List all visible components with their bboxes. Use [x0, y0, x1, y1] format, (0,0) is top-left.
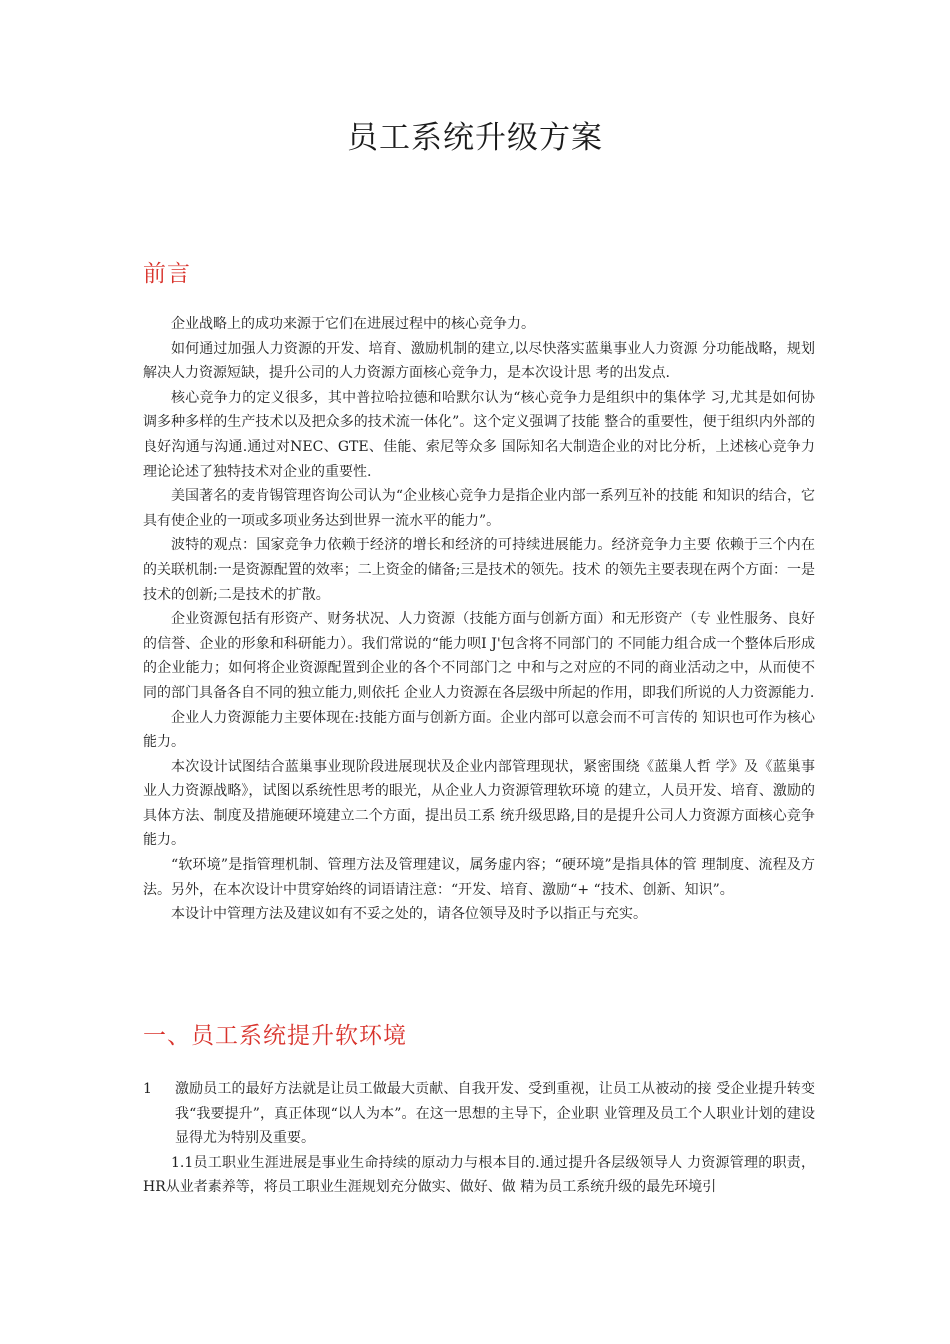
preface-paragraph: “软环境”是指管理机制、管理方法及管理建议，属务虚内容；“硬环境”是指具体的管 理制度、流程及方法。另外，在本次设计中贯穿始终的词语请注意：“开发、培育、激励“+ “技术、创新、知识”。	[143, 857, 815, 898]
preface-paragraph: 如何通过加强人力资源的开发、培育、激励机制的建立,以尽快落实蓝巢事业人力资源 分功能战略，规划解决人力资源短缺，提升公司的人力资源方面核心竞争力，是本次设计思 考的出发点.	[143, 340, 815, 382]
preface-paragraph: 美国著名的麦肯锡管理咨询公司认为“企业核心竞争力是指企业内部一系列互补的技能 和知识的结合，它具有使企业的一项或多项业务达到世界一流水平的能力”。	[143, 488, 815, 529]
sub-paragraph: 1.1员工职业生涯进展是事业生命持续的原动力与根本目的.通过提升各层级领导人 力资源管理的职责，HR从业者素养等，将员工职业生涯规划充分做实、做好、做 精为员工系统升级的最先环境引	[143, 1154, 815, 1196]
preface-paragraph: 本次设计试图结合蓝巢事业现阶段进展现状及企业内部管理现状，紧密围绕《蓝巢人哲 学》及《蓝巢事业人力资源战略》，试图以系统性思考的眼光，从企业人力资源管理软环境 的建立，人员开发、培育、激励的具体方法、制度及措施硬环境建立二个方面，提出员工系 统升级思路,目的是提升公司人力资源方面核心竞争能力。	[143, 758, 815, 849]
preface-paragraph: 本设计中管理方法及建议如有不妥之处的，请各位领导及时予以指正与充实。	[171, 906, 647, 923]
preface-paragraph: 核心竞争力的定义很多，其中普拉哈拉德和哈默尔认为“核心竞争力是组织中的集体学 习,尤其是如何协调多种多样的生产技术以及把众多的技术流一体化”。这个定义强调了技能 整合的重要性，便于组织内外部的良好沟通与沟通.通过对NEC、GTE、佳能、索尼等众多 国际知名大制造企业的对比分析，上述核心竞争力理论论述了独特技术对企业的重要性.	[143, 389, 815, 480]
preface-body	[143, 312, 815, 927]
document-title: 员工系统升级方案	[347, 120, 603, 156]
preface-paragraph: 企业战略上的成功来源于它们在进展过程中的核心竞争力。	[171, 316, 535, 332]
preface-paragraph: 波特的观点：国家竞争力依赖于经济的增长和经济的可持续进展能力。经济竞争力主要 依赖于三个内在的关联机制:一是资源配置的效率；二上资金的储备;三是技术的领先。技术 的领先主要表现在两个方面：一是技术的创新;二是技术的扩散。	[143, 537, 815, 603]
item-text: 激励员工的最好方法就是让员工做最大贡献、自我开发、受到重视，让员工从被动的接 受企业提升转变我“我要提升”，真正体现“以人为本”。在这一思想的主导下，企业职 业管理及员工个人职业计划的建设显得尤为特别及重要。	[175, 1081, 815, 1147]
preface-paragraph: 企业人力资源能力主要体现在:技能方面与创新方面。企业内部可以意会而不可言传的 知识也可作为核心能力。	[143, 709, 815, 751]
section1-body	[143, 1077, 815, 1200]
section1-heading: 一、员工系统提升软环境	[143, 1023, 407, 1049]
preface-heading: 前言	[143, 261, 191, 287]
numbered-item	[143, 1077, 815, 1151]
preface-paragraph: 企业资源包括有形资产、财务状况、人力资源（技能方面与创新方面）和无形资产（专 业性服务、良好的信誉、企业的形象和科研能力）。我们常说的“能力呗I J'包含将不同部门的 不同能力组合成一个整体后形成的企业能力；如何将企业资源配置到企业的各个不同部门之 中和与之对应的不同的商业活动之中，从而使不同的部门具备各自不同的独立能力,则依托 企业人力资源在各层级中所起的作用，即我们所说的人力资源能力.	[143, 611, 815, 701]
item-number: 1	[143, 1081, 152, 1097]
